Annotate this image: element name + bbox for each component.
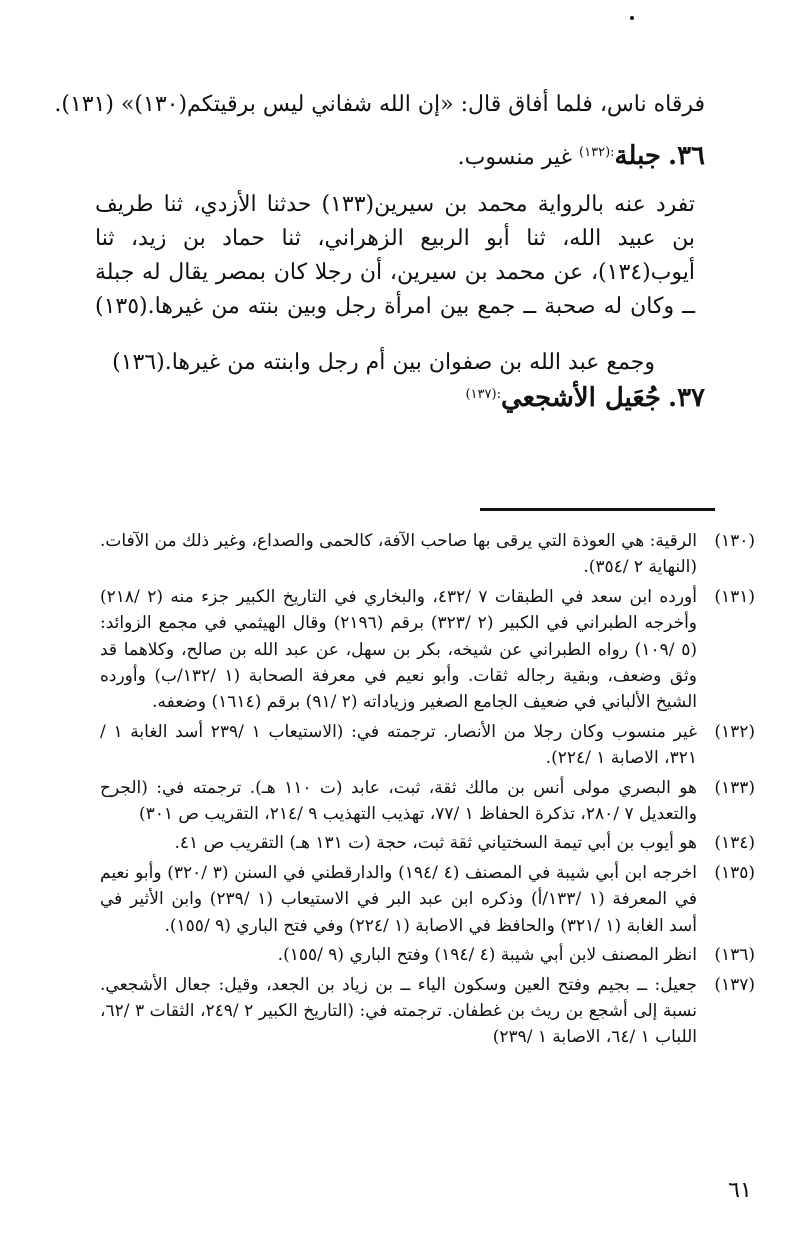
- footnote-number: (١٣١): [714, 586, 755, 607]
- footnote-ref: :(١٣٧): [465, 387, 501, 402]
- footnotes: [100, 528, 755, 1054]
- entry-37-heading: [95, 378, 705, 417]
- footnote: [100, 972, 755, 1051]
- paragraph-2: وجمع عبد الله بن صفوان بين أم رجل وابنته من غيرها.(١٣٦): [112, 350, 655, 375]
- footnote-number: (١٣٣): [714, 777, 755, 798]
- footnote: [100, 719, 755, 772]
- footnote-text: الرقية: هي العوذة التي يرقى بها صاحب الآفة، كالحمى والصداع، وغير ذلك من الآفات. (النهاية ٢ /٣٥٤).: [100, 531, 697, 578]
- scan-speck: [630, 16, 634, 20]
- footnote-text: هو البصري مولى أنس بن مالك ثقة، ثبت، عابد (ت ١١٠ هـ). ترجمته في: (الجرح والتعديل ٧ /٢٨٠، تذكرة الحفاظ ١ /٧٧، تهذيب التهذيب ٩ /٢١٤، التقريب ص ٣٠١): [100, 777, 697, 825]
- entry-number: ٣٦.: [668, 141, 705, 171]
- footnote: [100, 830, 755, 856]
- footnote-text: انظر المصنف لابن أبي شيبة (٤ /١٩٤) وفتح الباري (٩ /١٥٥).: [277, 945, 697, 966]
- main-text: [54, 88, 705, 122]
- footnote: [100, 775, 755, 828]
- footnote: [100, 860, 755, 939]
- footnote-number: (١٣٠): [714, 531, 755, 551]
- footnote: [100, 942, 755, 968]
- footnote-number: (١٣٢): [714, 721, 755, 742]
- footnote-number: (١٣٦): [714, 945, 755, 966]
- footnote: [100, 528, 755, 581]
- footnote-text: جعيل: ــ بجيم وفتح العين وسكون الياء ــ بن زياد بن الجعد، وقيل: جعال الأشجعي. نسبة إلى أشجع بن ريث بن غطفان. ترجمته في: (التاريخ الكبير ٢ /٢٤٩، الثقات ٣ /٦٢، اللباب ١ /٦٤، الاصابة ١ /٢٣٩): [100, 974, 697, 1048]
- paragraph-1: تفرد عنه بالرواية محمد بن سيرين(١٣٣) حدثنا الأزدي، ثنا طريف بن عبيد الله، ثنا أبو الربيع الزهراني، ثنا حماد بن زيد، ثنا أيوب(١٣٤)، عن محمد بن سيرين، أن رجلا كان بمصر يقال له جبلة ــ وكان له صحبة ــ جمع بين امرأة رجل وبين بنته من غيرها.(١٣٥): [95, 192, 696, 319]
- footnote-number: (١٣٥): [714, 862, 755, 883]
- entry-36-heading: [95, 136, 705, 175]
- entry-note: غير منسوب.: [457, 145, 580, 170]
- entry-name: جُعَيل الأشجعي: [500, 383, 661, 413]
- footnote-text: أورده ابن سعد في الطبقات ٧ /٤٣٢، والبخاري في التاريخ الكبير جزء منه (٢ /٢١٨) وأخرجه الطبراني في الكبير (٢ /٣٢٣) برقم (٢١٩٦) وقال الهيثمي في مجمع الزوائد: (٥ /١٠٩) رواه الطبراني عن شيخه، بكر بن سهل، عن عبد الله بن صالح، وكلاهما قد وثق وضعف، وبقية رجاله ثقات. وأبو نعيم في معرفة الصحابة (١ /١٣٢/ب) وأورده الشيخ الألباني في ضعيف الجامع الصغير وزياداته (٢ /٩١) برقم (١٦١٤) وضعفه.: [100, 586, 698, 713]
- page-number: ٦١: [728, 1178, 752, 1203]
- footnote: [100, 584, 755, 716]
- entry-number: ٣٧.: [668, 383, 705, 413]
- footnote-separator: [480, 508, 715, 511]
- footnote-ref: :(١٣٢): [579, 145, 615, 160]
- continuation-line: فرقاه ناس، فلما أفاق قال: «إن الله شفاني ليس برقيتكم‏(١٣٠)» (١٣١).: [54, 92, 705, 117]
- footnote-number: (١٣٧): [714, 974, 755, 995]
- footnote-text: غير منسوب وكان رجلا من الأنصار. ترجمته في: (الاستيعاب ١ /٢٣٩ أسد الغابة ١ /٣٢١، الاصابة ١ /٢٢٤).: [100, 721, 698, 769]
- entry-name: جبلة: [614, 141, 661, 171]
- footnote-text: هو أيوب بن أبي تيمة السختياني ثقة ثبت، حجة (ت ١٣١ هـ) التقريب ص ٤١.: [174, 833, 697, 854]
- footnote-text: اخرجه ابن أبي شيبة في المصنف (٤ /١٩٤) والدارقطني في السنن (٣ /٣٢٠) وأبو نعيم في المعرفة (١ /١٣٣/أ) وذكره ابن عبد البر في الاستيعاب (١ /٢٣٩) وابن الأثير في أسد الغابة (١ /٣٢١) والحافظ في الاصابة (١ /٢٢٤) وفي فتح الباري (٩ /١٥٥).: [100, 862, 698, 936]
- footnote-number: (١٣٤): [714, 833, 755, 854]
